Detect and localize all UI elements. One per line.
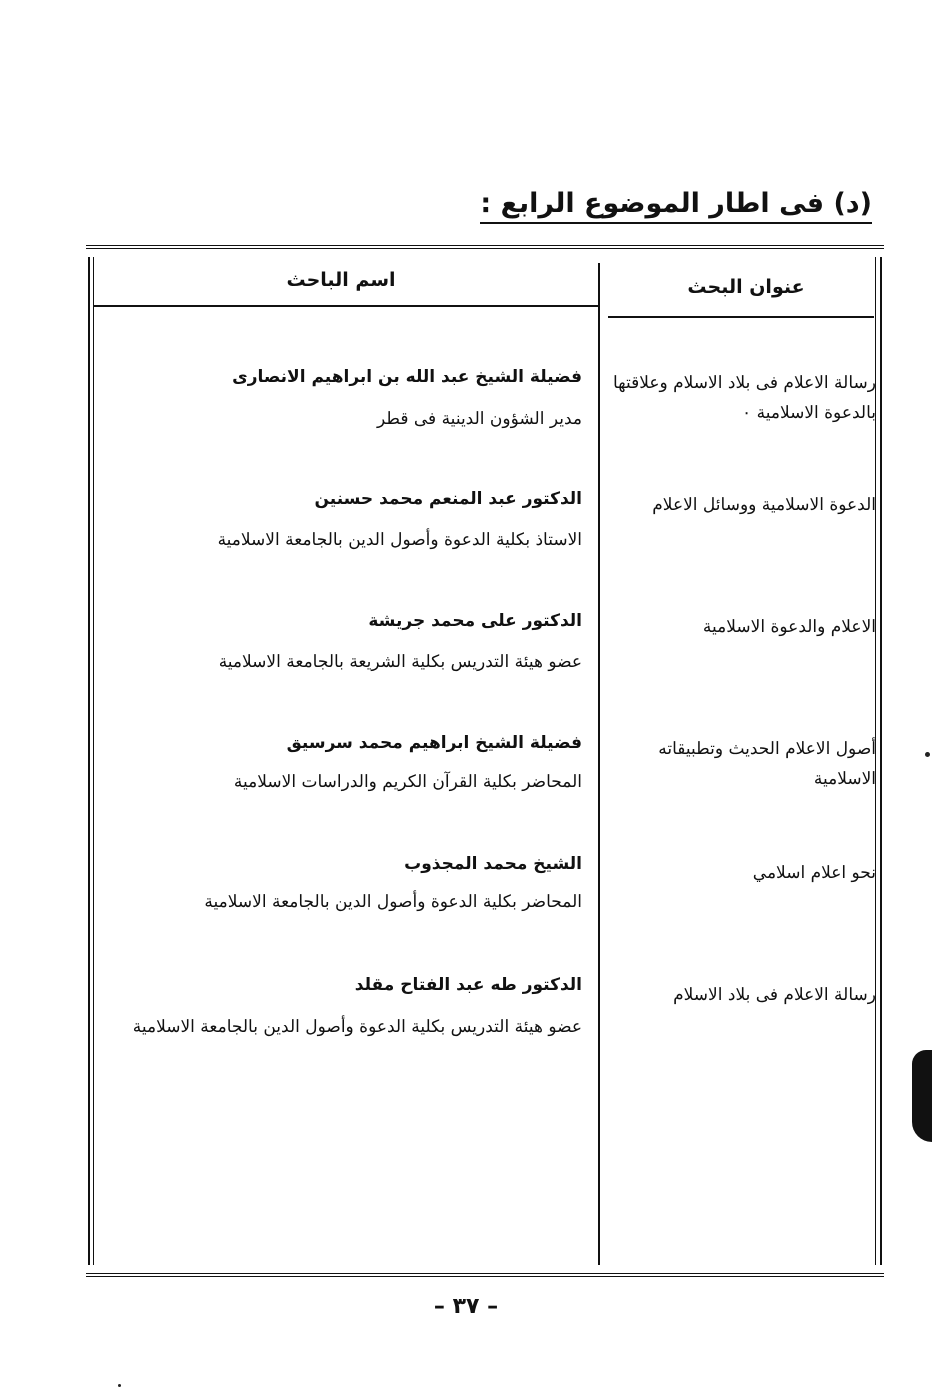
- row-1-researcher-role: مدير الشؤون الدينية فى قطر: [377, 409, 582, 429]
- row-2-researcher-name: الدكتور عبد المنعم محمد حسنين: [314, 489, 582, 509]
- researcher-column-header: اسم الباحث: [286, 269, 396, 291]
- row-5-title: نحو اعلام اسلامي: [752, 863, 876, 883]
- row-4-researcher-role: المحاضر بكلية القرآن الكريم والدراسات الاسلامية: [233, 772, 582, 792]
- section-heading: [480, 188, 872, 219]
- title-header-rule: [608, 316, 874, 318]
- row-6-researcher-name: الدكتور طه عبد الفتاح مقلد: [354, 975, 582, 995]
- scan-speck: [925, 752, 930, 757]
- row-2-researcher-role: الاستاذ بكلية الدعوة وأصول الدين بالجامعة الاسلامية: [217, 530, 582, 550]
- row-6-researcher-role: عضو هيئة التدريس بكلية الدعوة وأصول الدين بالجامعة الاسلامية: [132, 1017, 582, 1037]
- row-3-researcher-name: الدكتور على محمد جريشة: [368, 611, 582, 631]
- title-column-header: عنوان البحث: [687, 276, 805, 298]
- section-heading-text: (د) فى اطار الموضوع الرابع :: [480, 188, 872, 219]
- row-3-title: الاعلام والدعوة الاسلامية: [702, 617, 876, 637]
- page-number: – ٣٧ –: [433, 1294, 499, 1319]
- scan-ink-blot: [912, 1050, 932, 1142]
- row-4-title: أصول الاعلام الحديث وتطبيقاته الاسلامية: [658, 739, 876, 789]
- row-1-title: رسالة الاعلام فى بلاد الاسلام وعلاقتها بالدعوة الاسلامية ٠: [612, 373, 876, 423]
- heading-underline: [480, 222, 872, 224]
- row-5-researcher-role: المحاضر بكلية الدعوة وأصول الدين بالجامعة الاسلامية: [204, 892, 582, 912]
- row-4-researcher-name: فضيلة الشيخ ابراهيم محمد سرسيق: [286, 733, 582, 753]
- scan-speck: [118, 1384, 121, 1387]
- table-right-border: [880, 257, 882, 1265]
- row-1-researcher-name: فضيلة الشيخ عبد الله بن ابراهيم الانصارى: [232, 367, 582, 387]
- row-5-researcher-name: الشيخ محمد المجذوب: [404, 854, 582, 874]
- row-3-researcher-role: عضو هيئة التدريس بكلية الشريعة بالجامعة الاسلامية: [218, 652, 582, 672]
- row-2-title: الدعوة الاسلامية ووسائل الاعلام: [652, 495, 876, 515]
- row-6-title: رسالة الاعلام فى بلاد الاسلام: [673, 985, 876, 1005]
- researcher-header-rule: [94, 305, 598, 307]
